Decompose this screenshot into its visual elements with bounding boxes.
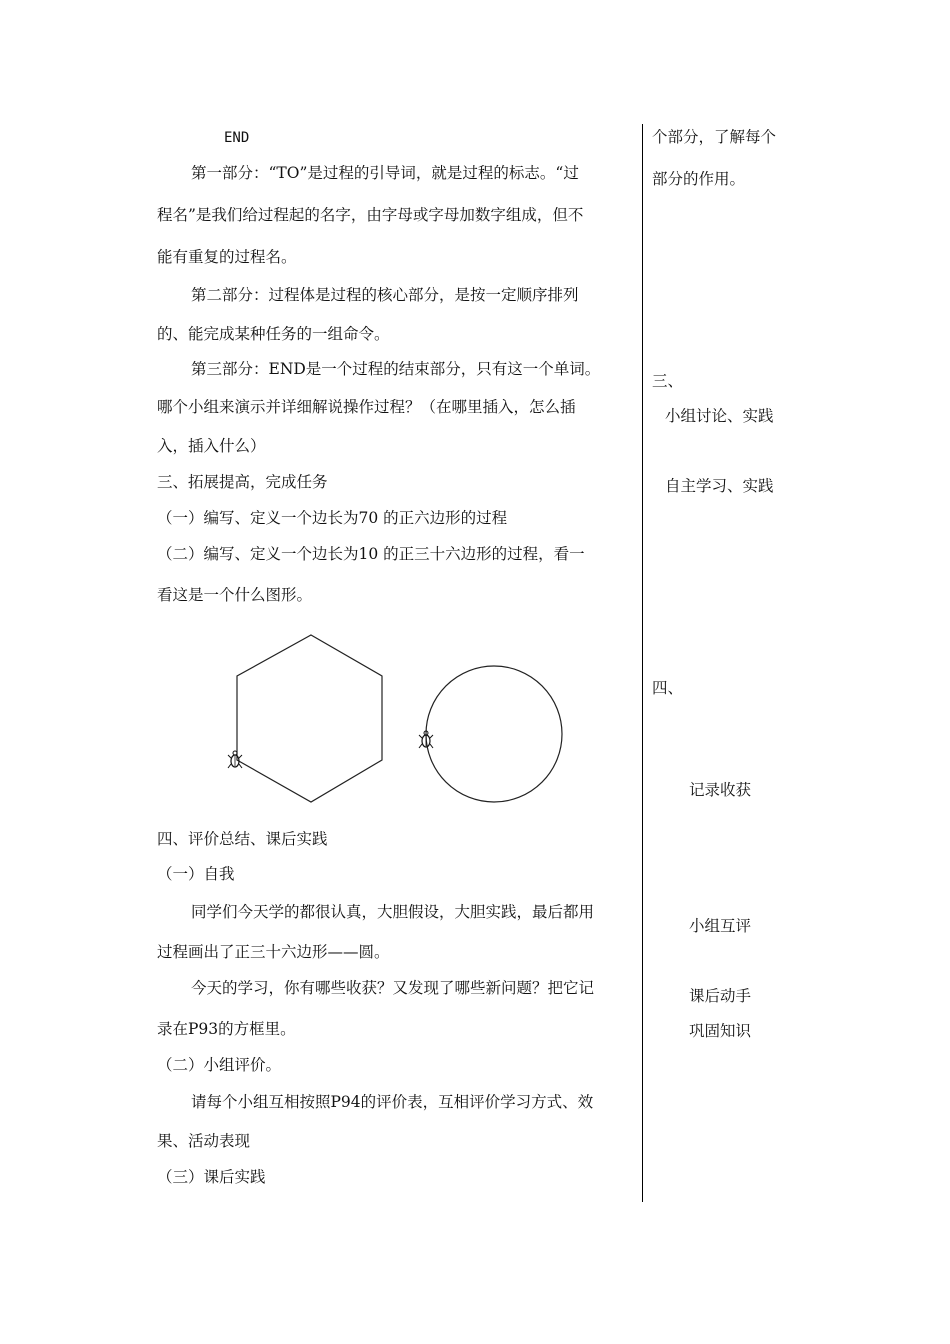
side-note: 巩固知识: [689, 1022, 752, 1040]
paragraph-line: 程名”是我们给过程起的名字，由字母或字母加数字组成，但不: [157, 206, 584, 224]
side-note: 部分的作用。: [652, 170, 746, 188]
task-item: （二）编写、定义一个边长为10 的正三十六边形的过程，看一: [157, 545, 585, 563]
paragraph-line: 入，插入什么）: [157, 437, 266, 455]
subsection-heading: （三）课后实践: [157, 1168, 266, 1186]
subsection-heading: （二）小组评价。: [157, 1056, 282, 1074]
paragraph-line: 的、能完成某种任务的一组命令。: [157, 325, 390, 343]
side-note: 小组讨论、实践: [665, 407, 774, 425]
paragraph-line: 请每个小组互相按照P94的评价表，互相评价学习方式、效: [191, 1093, 594, 1111]
paragraph-line: 同学们今天学的都很认真，大胆假设，大胆实践，最后都用: [191, 903, 595, 921]
paragraph-line: 第三部分：END是一个过程的结束部分，只有这一个单词。: [191, 360, 601, 378]
hexagon-shape: [237, 635, 382, 802]
side-note: 四、: [652, 679, 684, 697]
paragraph-line: 果、活动表现: [157, 1132, 251, 1150]
end-keyword: END: [224, 130, 250, 146]
shapes-figure: [215, 630, 575, 810]
paragraph-line: 录在P93的方框里。: [157, 1020, 296, 1038]
paragraph-line: 能有重复的过程名。: [157, 248, 297, 266]
section-heading: 三、拓展提高，完成任务: [157, 473, 328, 491]
column-divider: [642, 124, 643, 1202]
side-note: 个部分，了解每个: [652, 128, 777, 146]
circle-shape: [426, 666, 562, 802]
paragraph-line: 今天的学习，你有哪些收获？又发现了哪些新问题？把它记: [191, 979, 595, 997]
side-note: 三、: [652, 372, 684, 390]
side-note: 课后动手: [689, 987, 752, 1005]
turtle-icon: [228, 751, 242, 768]
side-note: 记录收获: [689, 781, 752, 799]
paragraph-line: 哪个小组来演示并详细解说操作过程？（在哪里插入，怎么插: [157, 398, 576, 416]
paragraph-line: 看这是一个什么图形。: [157, 586, 313, 604]
paragraph-line: 第一部分：“TO”是过程的引导词，就是过程的标志。“过: [191, 164, 579, 182]
paragraph-line: 过程画出了正三十六边形——圆。: [157, 943, 390, 961]
task-item: （一）编写、定义一个边长为70 的正六边形的过程: [157, 509, 508, 527]
side-note: 小组互评: [689, 917, 752, 935]
section-heading: 四、评价总结、课后实践: [157, 830, 328, 848]
side-note: 自主学习、实践: [665, 477, 774, 495]
paragraph-line: 第二部分：过程体是过程的核心部分，是按一定顺序排列: [191, 286, 579, 304]
subsection-heading: （一）自我: [157, 865, 235, 883]
